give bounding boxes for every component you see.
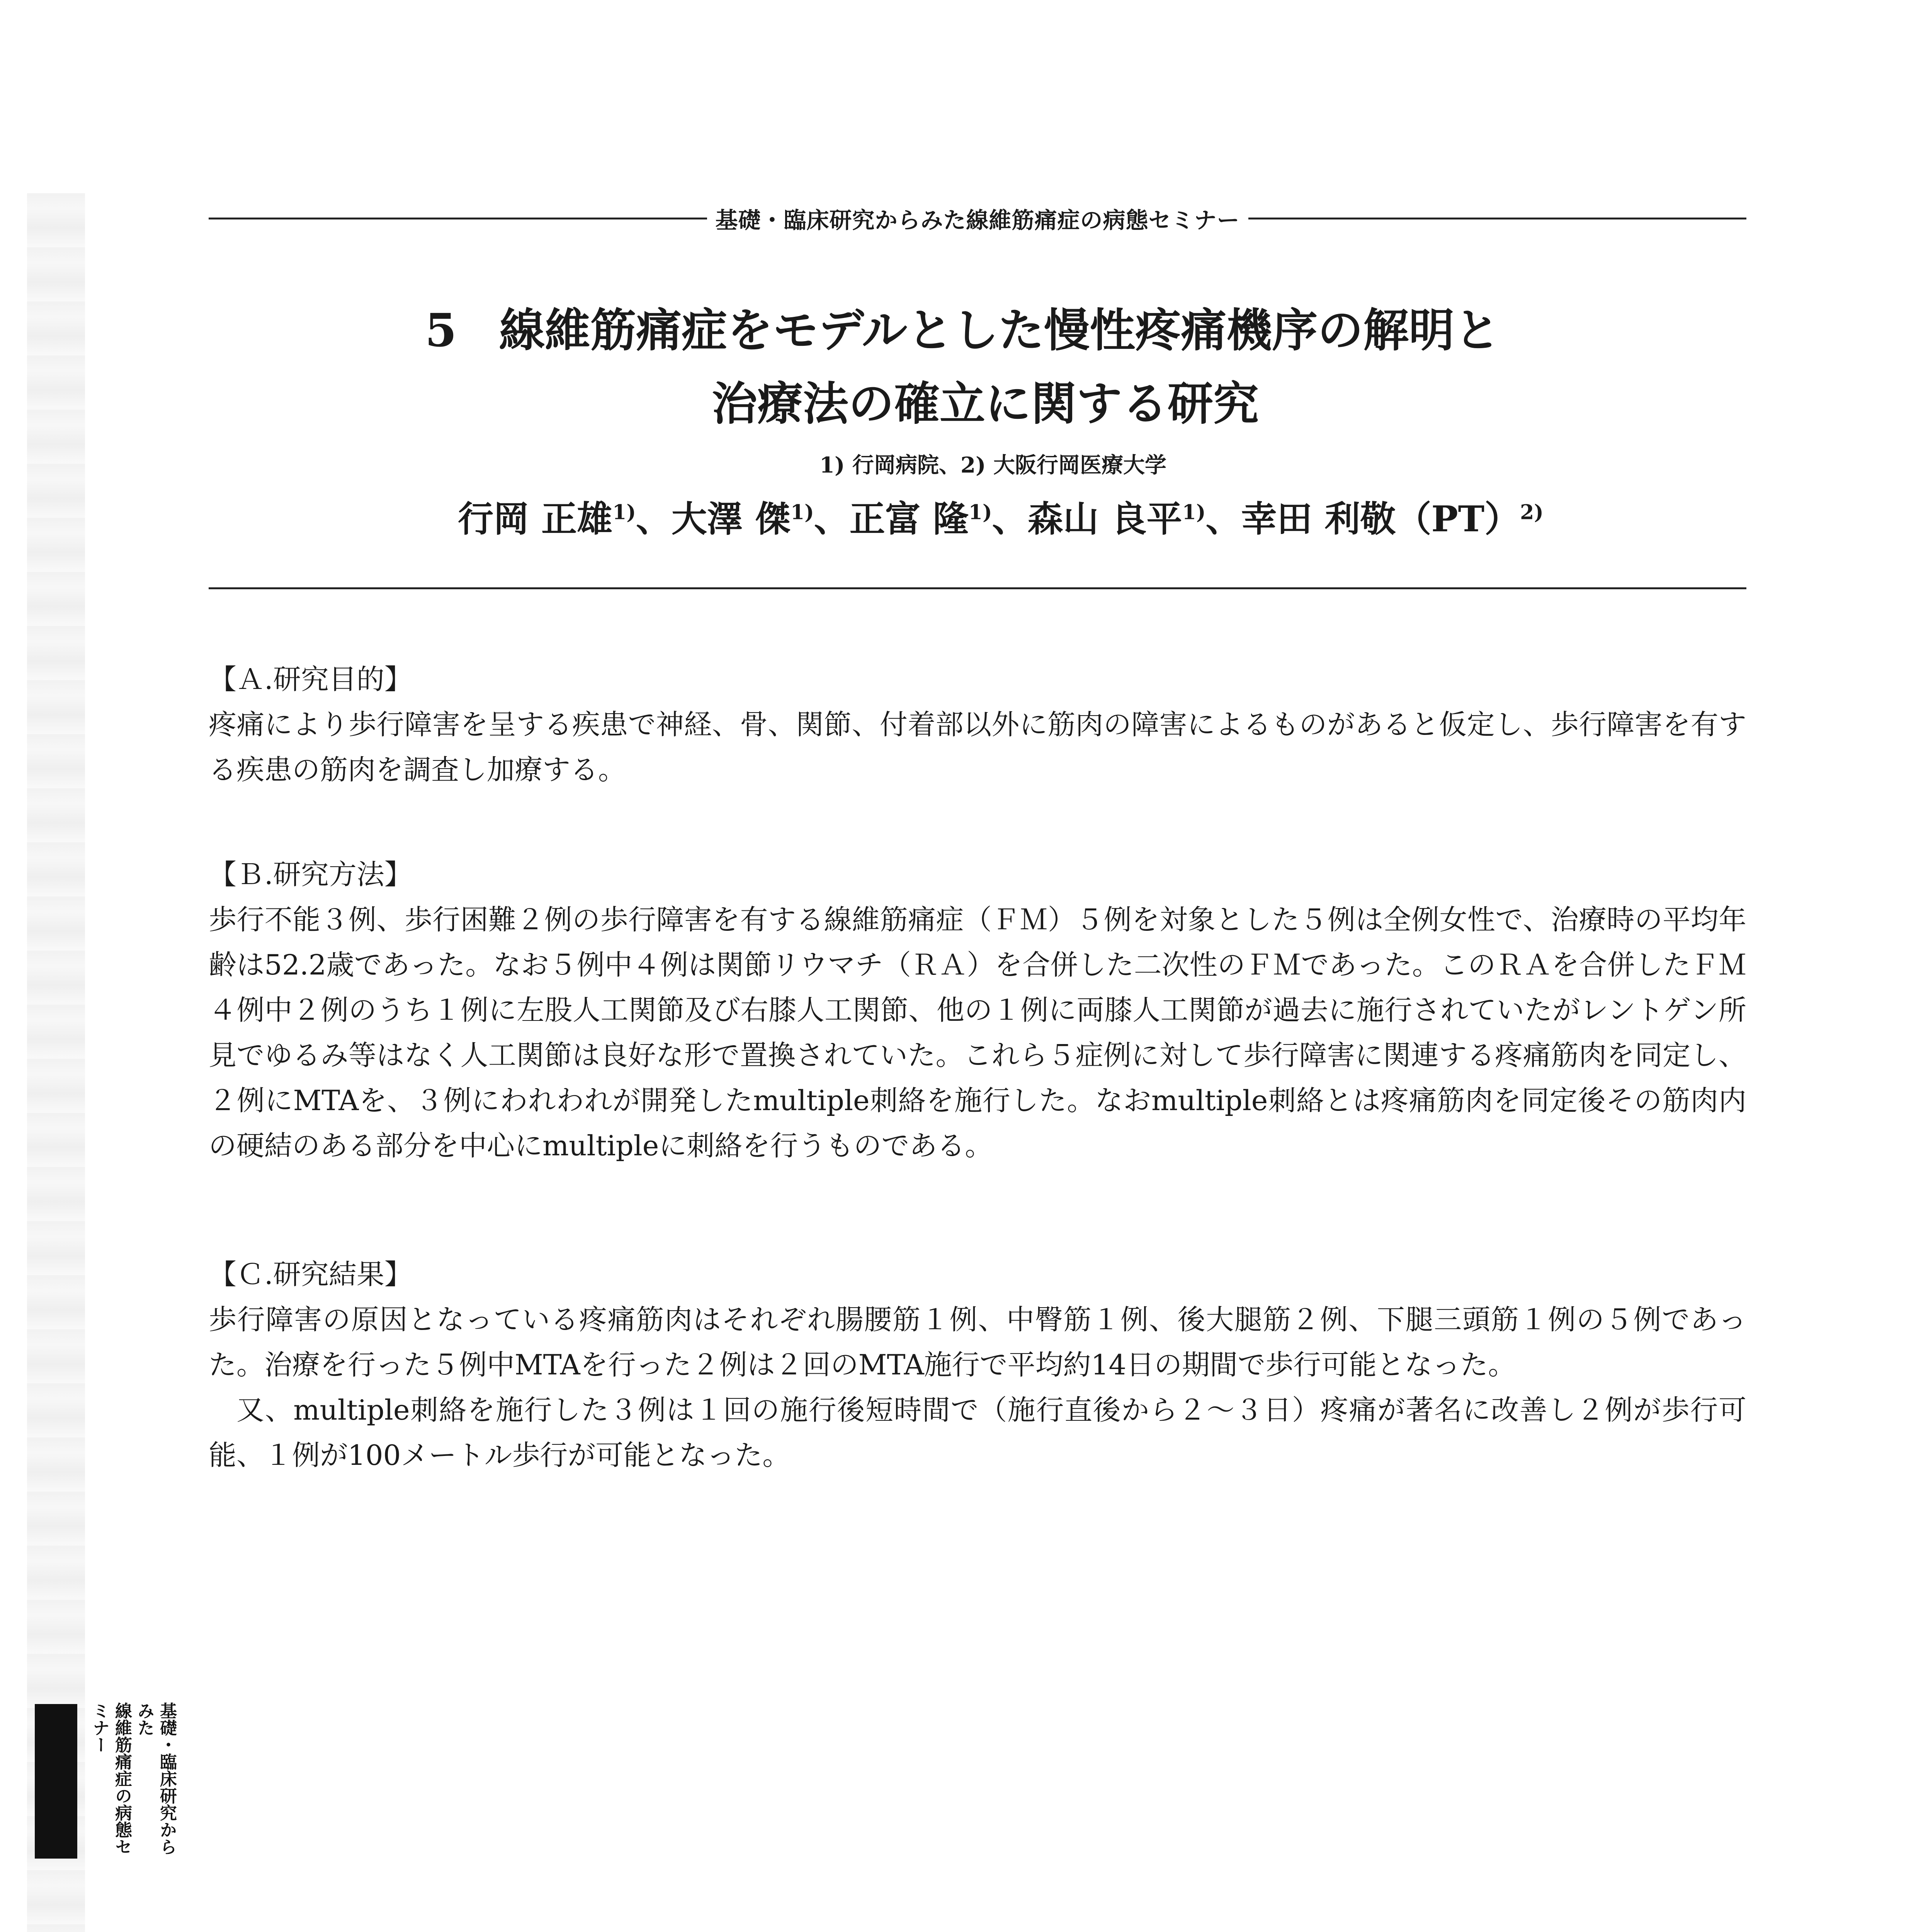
- author-affiliation-mark: 1): [790, 500, 814, 524]
- running-header: [209, 203, 1746, 234]
- header-divider: [209, 587, 1746, 589]
- side-tab-label: [88, 1702, 178, 1864]
- author-name: 森山 良平: [1027, 498, 1182, 540]
- article-title: [209, 294, 1746, 440]
- title-line-1-text: 線維筋痛症をモデルとした慢性疼痛機序の解明と: [499, 303, 1500, 357]
- section-paragraph: 歩行不能３例、歩行困難２例の歩行障害を有する線維筋痛症（ＦＭ）５例を対象とした５例は全例女性で、治療時の平均年齢は52.2歳であった。なお５例中４例は関節リウマチ（ＲＡ）を合併した二次性のＦＭであった。このＲＡを合併したＦＭ４例中２例のうち１例に左股人工関節及び右膝人工関節、他の１例に両膝人工関節が過去に施行されていたがレントゲン所見でゆるみ等はなく人工関節は良好な形で置換されていた。これら５症例に対して歩行障害に関連する疼痛筋肉を同定し、２例にMTAを、３例にわれわれが開発したmultiple刺絡を施行した。なおmultiple刺絡とは疼痛筋肉を同定後その筋肉内の硬結のある部分を中心にmultipleに刺絡を行うものである。: [209, 903, 1746, 1162]
- running-header-rule-left: [209, 218, 707, 219]
- author-affiliation-mark: 1): [1182, 500, 1206, 524]
- section-purpose: [209, 657, 1746, 793]
- author-name: 行岡 正雄: [458, 498, 613, 540]
- section-results: [209, 1252, 1746, 1478]
- section-method: [209, 852, 1746, 1168]
- running-header-rule-right: [1248, 218, 1747, 219]
- title-line-1: [209, 294, 1746, 367]
- affiliation: 1) 行岡病院、2) 大阪行岡医療大学: [819, 452, 1166, 478]
- author-name: 大澤 傑: [671, 498, 791, 540]
- section-paragraph: 疼痛により歩行障害を呈する疾患で神経、骨、関節、付着部以外に筋肉の障害によるものがあると仮定し、歩行障害を有する疾患の筋肉を調査し加療する。: [209, 708, 1746, 786]
- article-number: 5: [425, 303, 457, 357]
- side-tab-line-2: 線維筋痛症の病態セミナー: [90, 1702, 132, 1855]
- author-affiliation-mark: 1): [612, 500, 636, 524]
- running-header-text: 基礎・臨床研究からみた線維筋痛症の病態セミナー: [715, 207, 1240, 233]
- title-line-2: 治療法の確立に関する研究: [711, 377, 1259, 430]
- author-affiliation-mark: 2): [1520, 500, 1544, 524]
- section-heading: 【Ａ.研究目的】: [209, 663, 412, 696]
- author-name: 幸田 利敬（PT）: [1241, 498, 1520, 540]
- author-affiliation-mark: 1): [968, 500, 992, 524]
- section-heading: 【Ｂ.研究方法】: [209, 858, 412, 891]
- author-list: [209, 491, 1770, 542]
- section-paragraph: 歩行障害の原因となっている疼痛筋肉はそれぞれ腸腰筋１例、中臀筋１例、後大腿筋２例、下腿三頭筋１例の５例であった。治療を行った５例中MTAを行った２例は２回のMTA施行で平均約14日の期間で歩行可能となった。: [209, 1303, 1746, 1381]
- author-separator: 、: [814, 498, 850, 540]
- side-thumb-tab: [35, 1704, 77, 1859]
- section-heading: 【Ｃ.研究結果】: [209, 1258, 412, 1291]
- author-separator: 、: [636, 498, 672, 540]
- author-separator: 、: [992, 498, 1028, 540]
- author-name: 正富 隆: [849, 498, 969, 540]
- side-tab-line-1: 基礎・臨床研究からみた: [134, 1702, 177, 1855]
- scan-edge-strip: [27, 193, 85, 1932]
- section-paragraph: 又、multiple刺絡を施行した３例は１回の施行後短時間で（施行直後から２～３日）疼痛が著名に改善し２例が歩行可能、１例が100メートル歩行が可能となった。: [209, 1394, 1746, 1471]
- author-separator: 、: [1205, 498, 1241, 540]
